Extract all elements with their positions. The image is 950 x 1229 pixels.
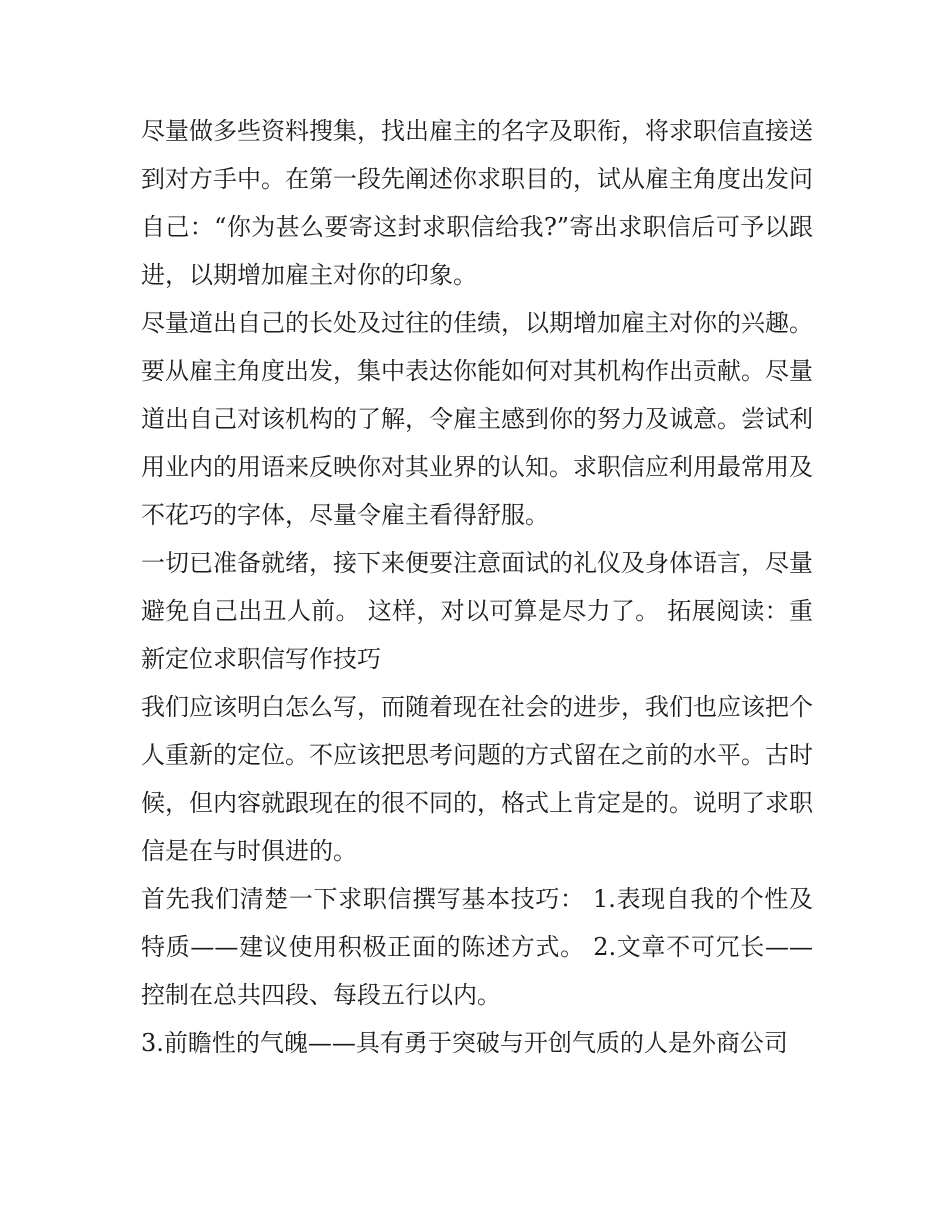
paragraph-research-tips: 尽量做多些资料搜集，找出雇主的名字及职衔，将求职信直接送到对方手中。在第一段先阐述你求职目的，试从雇主角度出发问自己：“你为甚么要寄这封求职信给我?”寄出求职信后可予以跟进，以期增加雇主对你的印象。 [141, 117, 813, 289]
paragraph-repositioning: 我们应该明白怎么写，而随着现在社会的进步，我们也应该把个人重新的定位。不应该把思考问题的方式留在之前的水平。古时候，但内容就跟现在的很不同的，格式上肯定是的。说明了求职信是在与时俱进的。 [141, 693, 813, 865]
paragraph-interview-etiquette: 一切已准备就绪，接下来便要注意面试的礼仪及身体语言，尽量避免自己出丑人前。 这样，对以可算是尽力了。 拓展阅读：重新定位求职信写作技巧 [141, 549, 813, 673]
paragraph-basic-skills: 首先我们清楚一下求职信撰写基本技巧： 1.表现自我的个性及特质——建议使用积极正面的陈述方式。 2.文章不可冗长——控制在总共四段、每段五行以内。 [141, 885, 813, 1009]
paragraph-strengths: 尽量道出自己的长处及过往的佳绩，以期增加雇主对你的兴趣。要从雇主角度出发，集中表达你能如何对其机构作出贡献。尽量道出自己对该机构的了解，令雇主感到你的努力及诚意。尝试利用业内的用语来反映你对其业界的认知。求职信应利用最常用及不花巧的字体，尽量令雇主看得舒服。 [141, 309, 813, 529]
paragraph-forward-looking: 3.前瞻性的气魄——具有勇于突破与开创气质的人是外商公司 [141, 1029, 788, 1057]
document-body [141, 107, 813, 1067]
